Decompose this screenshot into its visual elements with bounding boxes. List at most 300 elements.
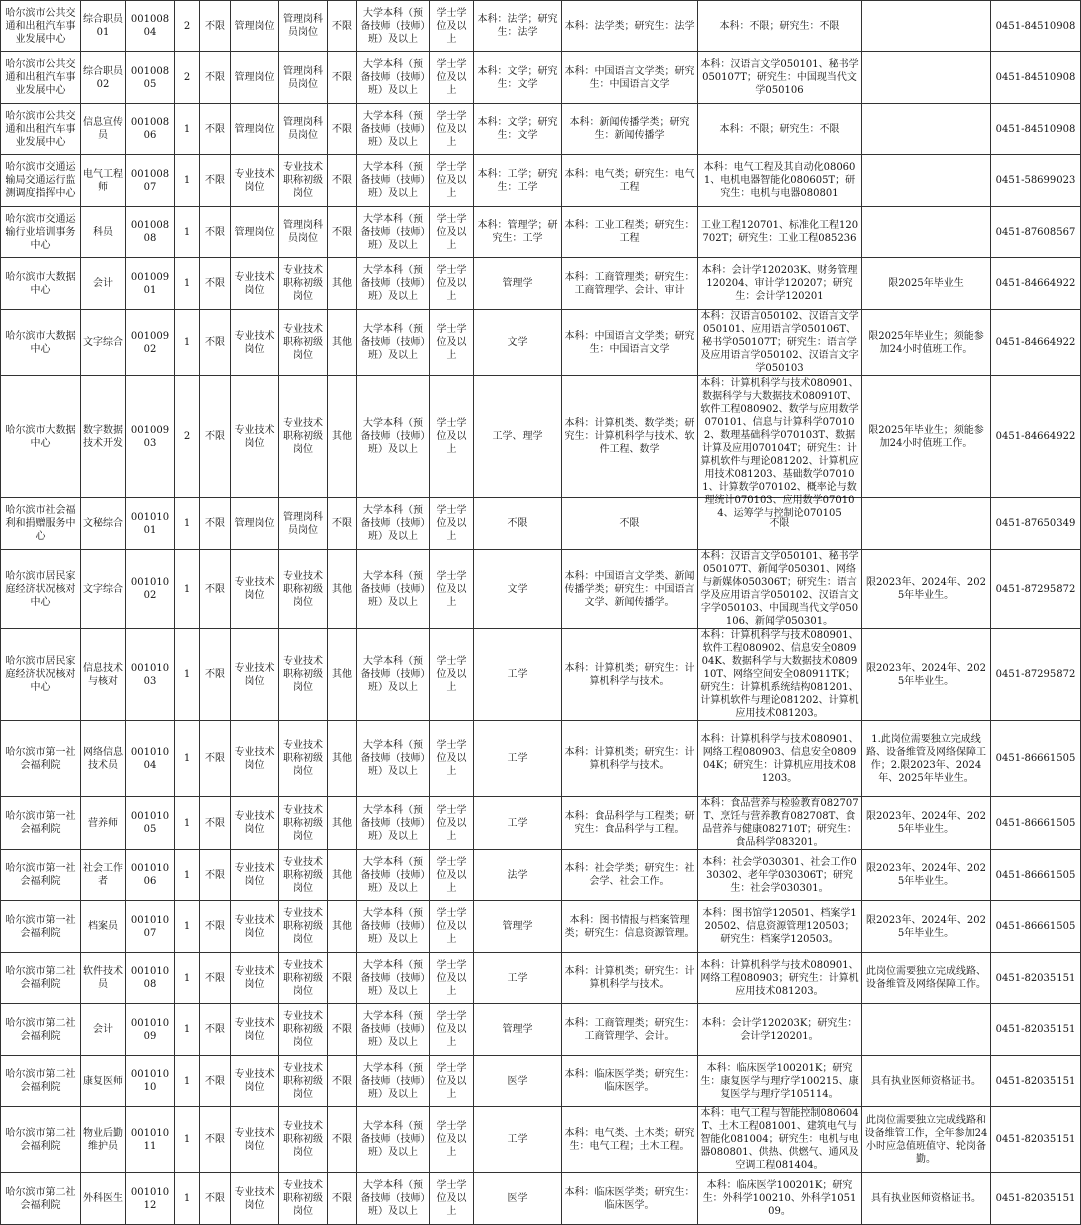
unit-cell: 哈尔滨市大数据中心: [1, 310, 81, 376]
other-requirements-cell: 限2023年、2024年、2025年毕业生。: [862, 850, 991, 901]
degree-cell: 学士学位及以上: [430, 1173, 474, 1225]
level-cell: 管理岗科员岗位: [279, 52, 328, 104]
specific-major-cell: 本科：会计学120203K；研究生：会计学120201。: [698, 1004, 862, 1056]
ethnicity-cell: 不限: [328, 52, 357, 104]
level-cell: 专业技术职称初级岗位: [279, 1056, 328, 1107]
specific-major-cell: 本科：不限；研究生：不限: [698, 104, 862, 155]
phone-cell: 0451-87608567: [991, 207, 1081, 258]
major-category-cell: 不限: [562, 498, 698, 550]
phone-cell: 0451-86661505: [991, 850, 1081, 901]
position-cell: 文秘综合: [81, 498, 126, 550]
specific-major-cell: 本科：计算机科学与技术080901、数据科学与大数据技术080910T、软件工程080902、数学与应用数学070101、信息与计算科学070102、数理基础科学070103T、数据计算及应用070104T；研究生：计算机软件与理论081202、计算机应用技术081203、基础数学070101、计算数学070102、概率论与数理统计070103、应用数学070104、运筹学与控制论070105: [698, 376, 862, 498]
table-row: [1, 1, 1081, 52]
phone-cell: 0451-84510908: [991, 52, 1081, 104]
unit-cell: 哈尔滨市公共交通和出租汽车事业发展中心: [1, 52, 81, 104]
major-category-cell: 本科：法学类；研究生：法学: [562, 1, 698, 52]
education-cell: 大学本科（预备技师（技师）班）及以上: [357, 797, 430, 850]
phone-cell: 0451-86661505: [991, 797, 1081, 850]
count-cell: 1: [175, 1107, 200, 1173]
major-requirement-cell: 管理学: [474, 1004, 562, 1056]
unit-cell: 哈尔滨市第一社会福利院: [1, 901, 81, 953]
phone-cell: 0451-84664922: [991, 258, 1081, 310]
age-cell: 不限: [200, 155, 231, 207]
age-cell: 不限: [200, 1004, 231, 1056]
phone-cell: 0451-82035151: [991, 1107, 1081, 1173]
table-row: [1, 258, 1081, 310]
specific-major-cell: 不限: [698, 498, 862, 550]
level-cell: 专业技术职称初级岗位: [279, 1173, 328, 1225]
major-category-cell: 本科：计算机类；研究生：计算机科学与技术。: [562, 629, 698, 721]
unit-cell: 哈尔滨市公共交通和出租汽车事业发展中心: [1, 104, 81, 155]
education-cell: 大学本科（预备技师（技师）班）及以上: [357, 1056, 430, 1107]
other-requirements-cell: 具有执业医师资格证书。: [862, 1173, 991, 1225]
unit-cell: 哈尔滨市第二社会福利院: [1, 1173, 81, 1225]
category-cell: 管理岗位: [231, 104, 279, 155]
specific-major-cell: 本科：计算机科学与技术080901、网络工程080903；研究生：计算机应用技术081203。: [698, 953, 862, 1004]
ethnicity-cell: 其他: [328, 721, 357, 797]
level-cell: 专业技术职称初级岗位: [279, 376, 328, 498]
age-cell: 不限: [200, 258, 231, 310]
code-cell: 00100805: [126, 52, 175, 104]
level-cell: 管理岗科员岗位: [279, 498, 328, 550]
category-cell: 专业技术岗位: [231, 376, 279, 498]
education-cell: 大学本科（预备技师（技师）班）及以上: [357, 1173, 430, 1225]
code-cell: 00100903: [126, 376, 175, 498]
code-cell: 00101008: [126, 953, 175, 1004]
degree-cell: 学士学位及以上: [430, 207, 474, 258]
major-requirement-cell: 医学: [474, 1056, 562, 1107]
category-cell: 专业技术岗位: [231, 155, 279, 207]
ethnicity-cell: 不限: [328, 1107, 357, 1173]
category-cell: 管理岗位: [231, 1, 279, 52]
level-cell: 专业技术职称初级岗位: [279, 850, 328, 901]
ethnicity-cell: 不限: [328, 498, 357, 550]
major-category-cell: 本科：中国语言文学类；研究生：中国语言文学: [562, 310, 698, 376]
unit-cell: 哈尔滨市第二社会福利院: [1, 1056, 81, 1107]
code-cell: 00100901: [126, 258, 175, 310]
position-cell: 网络信息技术员: [81, 721, 126, 797]
phone-cell: 0451-82035151: [991, 1173, 1081, 1225]
degree-cell: 学士学位及以上: [430, 850, 474, 901]
position-cell: 社会工作者: [81, 850, 126, 901]
code-cell: 00101004: [126, 721, 175, 797]
level-cell: 专业技术职称初级岗位: [279, 155, 328, 207]
unit-cell: 哈尔滨市公共交通和出租汽车事业发展中心: [1, 1, 81, 52]
ethnicity-cell: 其他: [328, 550, 357, 629]
major-requirement-cell: 本科：文学；研究生：文学: [474, 52, 562, 104]
unit-cell: 哈尔滨市大数据中心: [1, 376, 81, 498]
education-cell: 大学本科（预备技师（技师）班）及以上: [357, 850, 430, 901]
count-cell: 1: [175, 498, 200, 550]
education-cell: 大学本科（预备技师（技师）班）及以上: [357, 1, 430, 52]
position-cell: 软件技术员: [81, 953, 126, 1004]
unit-cell: 哈尔滨市第二社会福利院: [1, 953, 81, 1004]
code-cell: 00101009: [126, 1004, 175, 1056]
major-requirement-cell: 工学: [474, 953, 562, 1004]
major-category-cell: 本科：计算机类、数学类；研究生：计算机科学与技术、软件工程、数学: [562, 376, 698, 498]
age-cell: 不限: [200, 310, 231, 376]
major-requirement-cell: 医学: [474, 1173, 562, 1225]
age-cell: 不限: [200, 850, 231, 901]
category-cell: 专业技术岗位: [231, 797, 279, 850]
other-requirements-cell: [862, 104, 991, 155]
level-cell: 专业技术职称初级岗位: [279, 629, 328, 721]
phone-cell: 0451-58699023: [991, 155, 1081, 207]
position-cell: 科员: [81, 207, 126, 258]
education-cell: 大学本科（预备技师（技师）班）及以上: [357, 721, 430, 797]
age-cell: 不限: [200, 1173, 231, 1225]
position-cell: 信息技术与核对: [81, 629, 126, 721]
education-cell: 大学本科（预备技师（技师）班）及以上: [357, 550, 430, 629]
position-cell: 康复医师: [81, 1056, 126, 1107]
table-row: [1, 953, 1081, 1004]
major-requirement-cell: 管理学: [474, 901, 562, 953]
count-cell: 1: [175, 1173, 200, 1225]
major-requirement-cell: 不限: [474, 498, 562, 550]
category-cell: 专业技术岗位: [231, 901, 279, 953]
other-requirements-cell: 具有执业医师资格证书。: [862, 1056, 991, 1107]
major-category-cell: 本科：图书情报与档案管理类；研究生：信息资源管理。: [562, 901, 698, 953]
level-cell: 专业技术职称初级岗位: [279, 258, 328, 310]
phone-cell: 0451-86661505: [991, 901, 1081, 953]
level-cell: 专业技术职称初级岗位: [279, 797, 328, 850]
specific-major-cell: 本科：临床医学100201K；研究生：康复医学与理疗学100215、康复医学与理疗学105114。: [698, 1056, 862, 1107]
unit-cell: 哈尔滨市交通运输局交通运行监测调度指挥中心: [1, 155, 81, 207]
code-cell: 00100807: [126, 155, 175, 207]
specific-major-cell: 本科：电气工程及其自动化080601、电机电器智能化080605T；研究生：电机与电器080801: [698, 155, 862, 207]
specific-major-cell: 本科：汉语言文学050101、秘书学050107T；研究生：中国现当代文学050106: [698, 52, 862, 104]
major-category-cell: 本科：食品科学与工程类；研究生：食品科学与工程。: [562, 797, 698, 850]
table-row: [1, 850, 1081, 901]
degree-cell: 学士学位及以上: [430, 155, 474, 207]
code-cell: 00101006: [126, 850, 175, 901]
level-cell: 专业技术职称初级岗位: [279, 550, 328, 629]
specific-major-cell: 工业工程120701、标准化工程120702T；研究生：工业工程085236: [698, 207, 862, 258]
position-cell: 物业后勤维护员: [81, 1107, 126, 1173]
category-cell: 专业技术岗位: [231, 1107, 279, 1173]
count-cell: 1: [175, 155, 200, 207]
count-cell: 1: [175, 721, 200, 797]
major-category-cell: 本科：工商管理类；研究生：工商管理学、会计。: [562, 1004, 698, 1056]
specific-major-cell: 本科：计算机科学与技术080901、软件工程080902、信息安全080904K、数据科学与大数据技术080910T、网络空间安全080911TK；研究生：计算机系统结构081201、计算机软件与理论081202、计算机应用技术081203。: [698, 629, 862, 721]
major-requirement-cell: 本科：法学；研究生：法学: [474, 1, 562, 52]
specific-major-cell: 本科：临床医学100201K；研究生：外科学100210、外科学105109。: [698, 1173, 862, 1225]
table-row: [1, 629, 1081, 721]
category-cell: 专业技术岗位: [231, 1173, 279, 1225]
other-requirements-cell: 此岗位需要独立完成线路和设备维管工作，全年参加24小时应急值班值守、轮岗备勤。: [862, 1107, 991, 1173]
other-requirements-cell: 限2023年、2024年、2025年毕业生。: [862, 550, 991, 629]
specific-major-cell: 本科：食品营养与检验教育082707T、烹饪与营养教育082708T、食品营养与健康082710T；研究生：食品科学083201。: [698, 797, 862, 850]
specific-major-cell: 本科：图书馆学120501、档案学120502、信息资源管理120503；研究生：档案学120503。: [698, 901, 862, 953]
ethnicity-cell: 其他: [328, 258, 357, 310]
table-row: [1, 1173, 1081, 1225]
count-cell: 1: [175, 207, 200, 258]
education-cell: 大学本科（预备技师（技师）班）及以上: [357, 498, 430, 550]
specific-major-cell: 本科：计算机科学与技术080901、网络工程080903、信息安全080904K；研究生：计算机应用技术081203。: [698, 721, 862, 797]
ethnicity-cell: 不限: [328, 1173, 357, 1225]
specific-major-cell: 本科：社会学030301、社会工作030302、老年学030306T；研究生：社会学030301。: [698, 850, 862, 901]
count-cell: 1: [175, 1056, 200, 1107]
table-row: [1, 550, 1081, 629]
position-cell: 电气工程师: [81, 155, 126, 207]
unit-cell: 哈尔滨市居民家庭经济状况核对中心: [1, 629, 81, 721]
age-cell: 不限: [200, 629, 231, 721]
degree-cell: 学士学位及以上: [430, 1004, 474, 1056]
other-requirements-cell: [862, 207, 991, 258]
category-cell: 管理岗位: [231, 498, 279, 550]
code-cell: 00101002: [126, 550, 175, 629]
table-row: [1, 1107, 1081, 1173]
age-cell: 不限: [200, 1, 231, 52]
major-category-cell: 本科：社会学类；研究生：社会学、社会工作。: [562, 850, 698, 901]
education-cell: 大学本科（预备技师（技师）班）及以上: [357, 52, 430, 104]
table-row: [1, 104, 1081, 155]
ethnicity-cell: 不限: [328, 155, 357, 207]
table-row: [1, 1056, 1081, 1107]
level-cell: 专业技术职称初级岗位: [279, 721, 328, 797]
major-requirement-cell: 工学: [474, 629, 562, 721]
code-cell: 00100804: [126, 1, 175, 52]
table-row: [1, 797, 1081, 850]
other-requirements-cell: 限2023年、2024年、2025年毕业生。: [862, 901, 991, 953]
other-requirements-cell: [862, 1004, 991, 1056]
other-requirements-cell: 限2023年、2024年、2025年毕业生。: [862, 629, 991, 721]
code-cell: 00101012: [126, 1173, 175, 1225]
ethnicity-cell: 不限: [328, 1, 357, 52]
degree-cell: 学士学位及以上: [430, 721, 474, 797]
table-row: [1, 155, 1081, 207]
age-cell: 不限: [200, 721, 231, 797]
major-category-cell: 本科：计算机类；研究生：计算机科学与技术。: [562, 721, 698, 797]
phone-cell: 0451-84510908: [991, 104, 1081, 155]
ethnicity-cell: 其他: [328, 797, 357, 850]
position-cell: 会计: [81, 258, 126, 310]
phone-cell: 0451-87295872: [991, 550, 1081, 629]
major-requirement-cell: 工学: [474, 797, 562, 850]
major-requirement-cell: 本科：文学；研究生：文学: [474, 104, 562, 155]
degree-cell: 学士学位及以上: [430, 52, 474, 104]
level-cell: 专业技术职称初级岗位: [279, 1107, 328, 1173]
age-cell: 不限: [200, 797, 231, 850]
position-cell: 综合职员02: [81, 52, 126, 104]
count-cell: 1: [175, 550, 200, 629]
table-row: [1, 376, 1081, 498]
major-requirement-cell: 文学: [474, 310, 562, 376]
level-cell: 专业技术职称初级岗位: [279, 310, 328, 376]
unit-cell: 哈尔滨市社会福利和捐赠服务中心: [1, 498, 81, 550]
table-row: [1, 310, 1081, 376]
ethnicity-cell: 其他: [328, 376, 357, 498]
age-cell: 不限: [200, 550, 231, 629]
education-cell: 大学本科（预备技师（技师）班）及以上: [357, 376, 430, 498]
degree-cell: 学士学位及以上: [430, 1056, 474, 1107]
count-cell: 1: [175, 901, 200, 953]
count-cell: 2: [175, 52, 200, 104]
code-cell: 00101003: [126, 629, 175, 721]
other-requirements-cell: [862, 498, 991, 550]
other-requirements-cell: 限2025年毕业生: [862, 258, 991, 310]
major-requirement-cell: 管理学: [474, 258, 562, 310]
phone-cell: 0451-84510908: [991, 1, 1081, 52]
major-category-cell: 本科：中国语言文学类；研究生：中国语言文学: [562, 52, 698, 104]
degree-cell: 学士学位及以上: [430, 797, 474, 850]
education-cell: 大学本科（预备技师（技师）班）及以上: [357, 1107, 430, 1173]
unit-cell: 哈尔滨市第一社会福利院: [1, 850, 81, 901]
phone-cell: 0451-84664922: [991, 310, 1081, 376]
table-row: [1, 1004, 1081, 1056]
count-cell: 1: [175, 850, 200, 901]
other-requirements-cell: 限2023年、2024年、2025年毕业生。: [862, 797, 991, 850]
count-cell: 1: [175, 953, 200, 1004]
major-requirement-cell: 文学: [474, 550, 562, 629]
degree-cell: 学士学位及以上: [430, 550, 474, 629]
ethnicity-cell: 不限: [328, 104, 357, 155]
ethnicity-cell: 不限: [328, 1056, 357, 1107]
other-requirements-cell: [862, 1, 991, 52]
major-category-cell: 本科：临床医学类；研究生：临床医学。: [562, 1173, 698, 1225]
education-cell: 大学本科（预备技师（技师）班）及以上: [357, 310, 430, 376]
level-cell: 专业技术职称初级岗位: [279, 901, 328, 953]
table-row: [1, 498, 1081, 550]
other-requirements-cell: 限2025年毕业生；须能参加24小时值班工作。: [862, 310, 991, 376]
specific-major-cell: 本科：汉语言050102、汉语言文学050101、应用语言学050106T、秘书学050107T；研究生：语言学及应用语言学050102、汉语言文字学050103: [698, 310, 862, 376]
phone-cell: 0451-87295872: [991, 629, 1081, 721]
category-cell: 专业技术岗位: [231, 1056, 279, 1107]
education-cell: 大学本科（预备技师（技师）班）及以上: [357, 258, 430, 310]
level-cell: 管理岗科员岗位: [279, 104, 328, 155]
education-cell: 大学本科（预备技师（技师）班）及以上: [357, 953, 430, 1004]
degree-cell: 学士学位及以上: [430, 104, 474, 155]
major-category-cell: 本科：电气类；研究生：电气工程: [562, 155, 698, 207]
education-cell: 大学本科（预备技师（技师）班）及以上: [357, 629, 430, 721]
major-category-cell: 本科：工业工程类；研究生：工程: [562, 207, 698, 258]
code-cell: 00100808: [126, 207, 175, 258]
table-row: [1, 721, 1081, 797]
major-requirement-cell: 工学: [474, 721, 562, 797]
other-requirements-cell: 此岗位需要独立完成线路、设备维管及网络保障工作。: [862, 953, 991, 1004]
ethnicity-cell: 其他: [328, 310, 357, 376]
unit-cell: 哈尔滨市第二社会福利院: [1, 1107, 81, 1173]
major-category-cell: 本科：中国语言文学类、新闻传播学类；研究生：中国语言文学、新闻传播学。: [562, 550, 698, 629]
position-cell: 文字综合: [81, 550, 126, 629]
degree-cell: 学士学位及以上: [430, 953, 474, 1004]
age-cell: 不限: [200, 376, 231, 498]
level-cell: 专业技术职称初级岗位: [279, 1004, 328, 1056]
major-requirement-cell: 法学: [474, 850, 562, 901]
age-cell: 不限: [200, 207, 231, 258]
major-requirement-cell: 本科：工学；研究生：工学: [474, 155, 562, 207]
unit-cell: 哈尔滨市第一社会福利院: [1, 797, 81, 850]
code-cell: 00100902: [126, 310, 175, 376]
education-cell: 大学本科（预备技师（技师）班）及以上: [357, 1004, 430, 1056]
category-cell: 管理岗位: [231, 207, 279, 258]
major-category-cell: 本科：计算机类；研究生：计算机科学与技术。: [562, 953, 698, 1004]
count-cell: 2: [175, 1, 200, 52]
count-cell: 1: [175, 310, 200, 376]
age-cell: 不限: [200, 104, 231, 155]
other-requirements-cell: [862, 52, 991, 104]
degree-cell: 学士学位及以上: [430, 629, 474, 721]
major-category-cell: 本科：工商管理类；研究生：工商管理学、会计、审计: [562, 258, 698, 310]
specific-major-cell: 本科：电气工程与智能控制080604T、土木工程081001、建筑电气与智能化081004；研究生：电机与电器080801、供热、供燃气、通风及空调工程081404。: [698, 1107, 862, 1173]
position-cell: 外科医生: [81, 1173, 126, 1225]
code-cell: 00101005: [126, 797, 175, 850]
category-cell: 管理岗位: [231, 52, 279, 104]
unit-cell: 哈尔滨市交通运输行业培训事务中心: [1, 207, 81, 258]
other-requirements-cell: 1.此岗位需要独立完成线路、设备维管及网络保障工作；2.限2023年、2024年、2025年毕业生。: [862, 721, 991, 797]
education-cell: 大学本科（预备技师（技师）班）及以上: [357, 901, 430, 953]
degree-cell: 学士学位及以上: [430, 310, 474, 376]
table-row: [1, 901, 1081, 953]
code-cell: 00101010: [126, 1056, 175, 1107]
specific-major-cell: 本科：不限；研究生：不限: [698, 1, 862, 52]
age-cell: 不限: [200, 1107, 231, 1173]
degree-cell: 学士学位及以上: [430, 258, 474, 310]
level-cell: 管理岗科员岗位: [279, 1, 328, 52]
category-cell: 专业技术岗位: [231, 1004, 279, 1056]
count-cell: 1: [175, 258, 200, 310]
specific-major-cell: 本科：会计学120203K、财务管理120204、审计学120207；研究生：会计学120201: [698, 258, 862, 310]
code-cell: 00100806: [126, 104, 175, 155]
phone-cell: 0451-86661505: [991, 721, 1081, 797]
age-cell: 不限: [200, 52, 231, 104]
category-cell: 专业技术岗位: [231, 953, 279, 1004]
category-cell: 专业技术岗位: [231, 258, 279, 310]
category-cell: 专业技术岗位: [231, 850, 279, 901]
position-cell: 档案员: [81, 901, 126, 953]
ethnicity-cell: 不限: [328, 953, 357, 1004]
category-cell: 专业技术岗位: [231, 721, 279, 797]
phone-cell: 0451-82035151: [991, 1056, 1081, 1107]
major-requirement-cell: 工学: [474, 1107, 562, 1173]
major-requirement-cell: 工学、理学: [474, 376, 562, 498]
phone-cell: 0451-82035151: [991, 1004, 1081, 1056]
specific-major-cell: 本科：汉语言文学050101、秘书学050107T、新闻学050301、网络与新媒体050306T；研究生：语言学及应用语言学050102、汉语言文字学050103、中国现当代文学050106、新闻学050301。: [698, 550, 862, 629]
education-cell: 大学本科（预备技师（技师）班）及以上: [357, 207, 430, 258]
count-cell: 1: [175, 629, 200, 721]
ethnicity-cell: 不限: [328, 207, 357, 258]
position-cell: 数字数据技术开发: [81, 376, 126, 498]
count-cell: 1: [175, 797, 200, 850]
code-cell: 00101011: [126, 1107, 175, 1173]
degree-cell: 学士学位及以上: [430, 498, 474, 550]
degree-cell: 学士学位及以上: [430, 901, 474, 953]
position-cell: 文字综合: [81, 310, 126, 376]
degree-cell: 学士学位及以上: [430, 376, 474, 498]
level-cell: 管理岗科员岗位: [279, 207, 328, 258]
count-cell: 1: [175, 1004, 200, 1056]
ethnicity-cell: 其他: [328, 901, 357, 953]
phone-cell: 0451-84664922: [991, 376, 1081, 498]
age-cell: 不限: [200, 498, 231, 550]
age-cell: 不限: [200, 901, 231, 953]
unit-cell: 哈尔滨市大数据中心: [1, 258, 81, 310]
category-cell: 专业技术岗位: [231, 310, 279, 376]
major-requirement-cell: 本科：管理学；研究生：工学: [474, 207, 562, 258]
count-cell: 1: [175, 104, 200, 155]
code-cell: 00101001: [126, 498, 175, 550]
table-row: [1, 52, 1081, 104]
level-cell: 专业技术职称初级岗位: [279, 953, 328, 1004]
position-cell: 综合职员01: [81, 1, 126, 52]
position-cell: 会计: [81, 1004, 126, 1056]
count-cell: 2: [175, 376, 200, 498]
category-cell: 专业技术岗位: [231, 629, 279, 721]
ethnicity-cell: 不限: [328, 1004, 357, 1056]
phone-cell: 0451-82035151: [991, 953, 1081, 1004]
ethnicity-cell: 其他: [328, 629, 357, 721]
other-requirements-cell: [862, 155, 991, 207]
